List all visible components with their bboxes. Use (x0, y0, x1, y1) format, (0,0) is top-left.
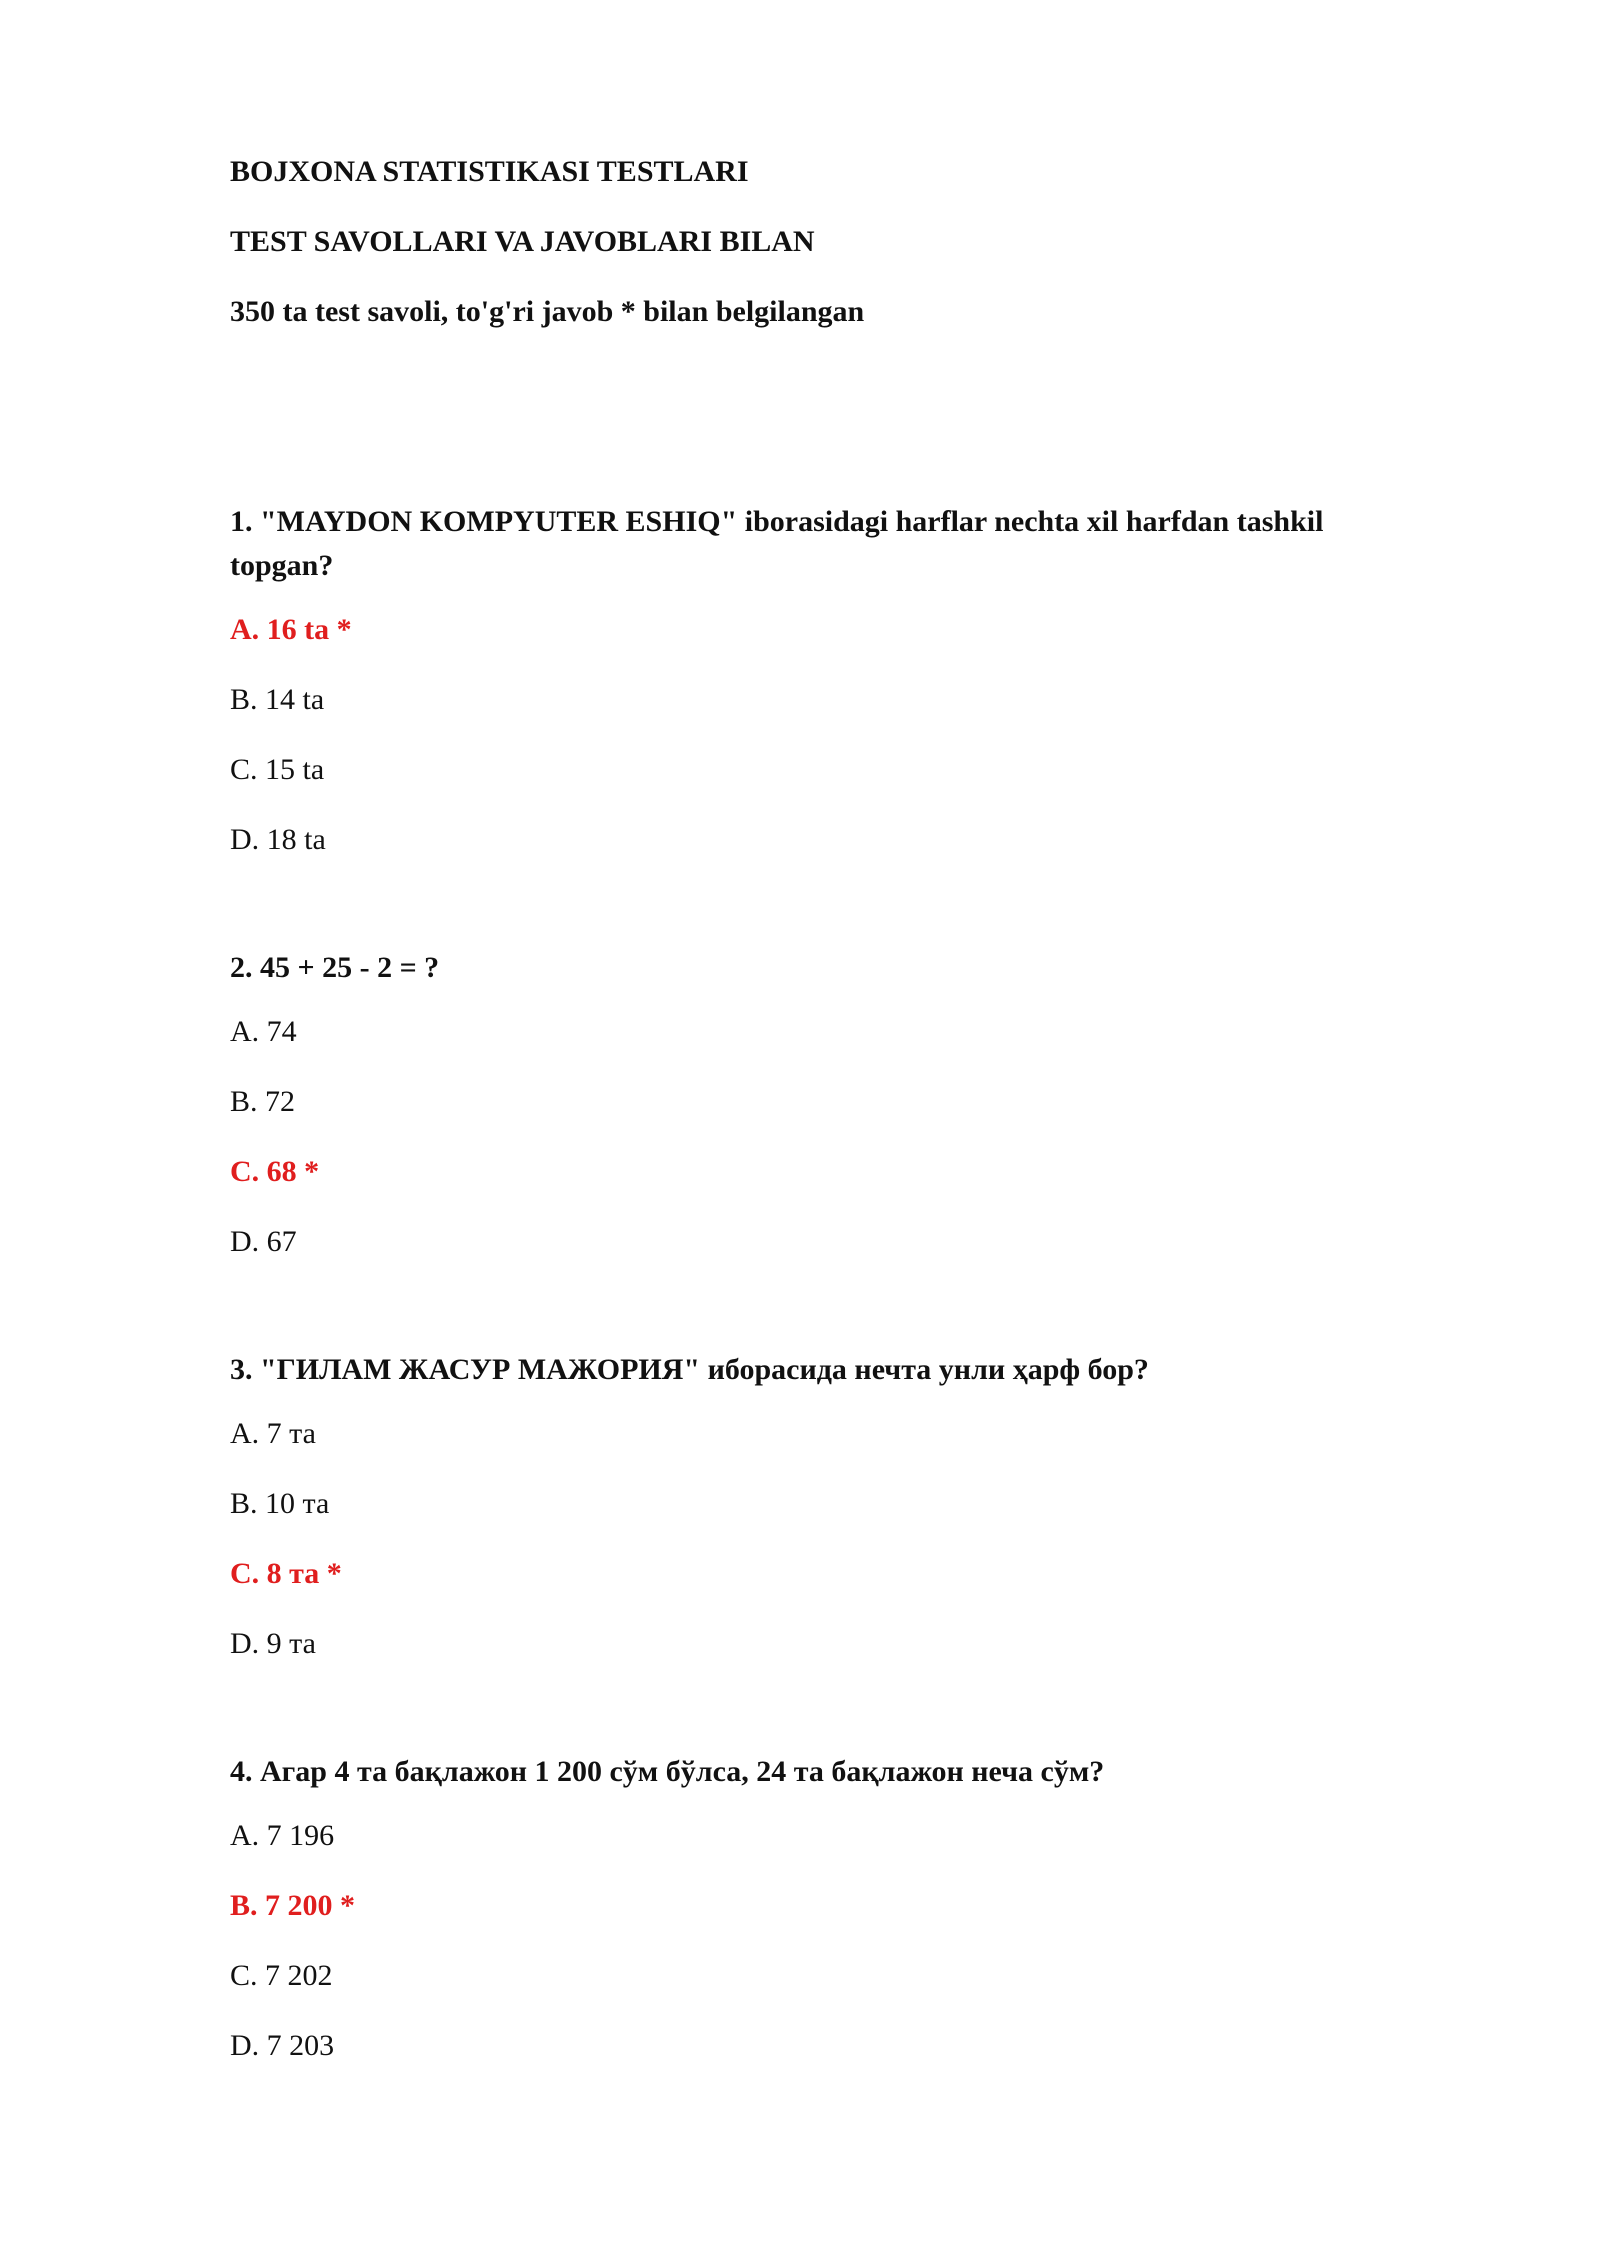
answer-option: B. 72 (230, 1085, 296, 1118)
answer-option: D. 18 ta (230, 823, 326, 856)
document-subtitle: TEST SAVOLLARI VA JAVOBLARI BILAN (230, 225, 815, 258)
answer-option: D. 67 (230, 1225, 297, 1258)
answer-option: A. 74 (230, 1015, 297, 1048)
answer-option: B. 14 ta (230, 683, 325, 716)
answer-option: C. 68 * (230, 1155, 320, 1188)
document-header (230, 152, 1430, 362)
answer-option: D. 9 та (230, 1627, 316, 1660)
answer-option: D. 7 203 (230, 2029, 335, 2062)
question-3 (230, 1348, 1430, 1664)
answer-option: A. 7 та (230, 1417, 316, 1450)
answer-option: C. 15 ta (230, 753, 325, 786)
document-title: BOJXONA STATISTIKASI TESTLARI (230, 155, 749, 188)
document-note: 350 ta test savoli, to'g'ri javob * bilan belgilangan (230, 295, 865, 328)
question-list (230, 500, 1430, 2152)
answer-option: B. 7 200 * (230, 1889, 356, 1922)
answer-option: B. 10 та (230, 1487, 330, 1520)
question-text: 1. "MAYDON KOMPYUTER ESHIQ" iborasidagi harflar nechta xil harfdan tashkil topgan? (230, 505, 1324, 582)
question-2 (230, 946, 1430, 1262)
answer-option: A. 7 196 (230, 1819, 335, 1852)
answer-option: C. 7 202 (230, 1959, 333, 1992)
answer-option: C. 8 та * (230, 1557, 342, 1590)
question-text: 3. "ГИЛАМ ЖАСУР МАЖОРИЯ" иборасида нечта унли ҳарф бор? (230, 1353, 1149, 1386)
question-text: 2. 45 + 25 - 2 = ? (230, 951, 440, 984)
question-1 (230, 500, 1430, 860)
question-4 (230, 1750, 1430, 2066)
answer-option: A. 16 ta * (230, 613, 352, 646)
question-text: 4. Агар 4 та бақлажон 1 200 сўм бўлса, 24 та бақлажон неча сўм? (230, 1755, 1105, 1788)
